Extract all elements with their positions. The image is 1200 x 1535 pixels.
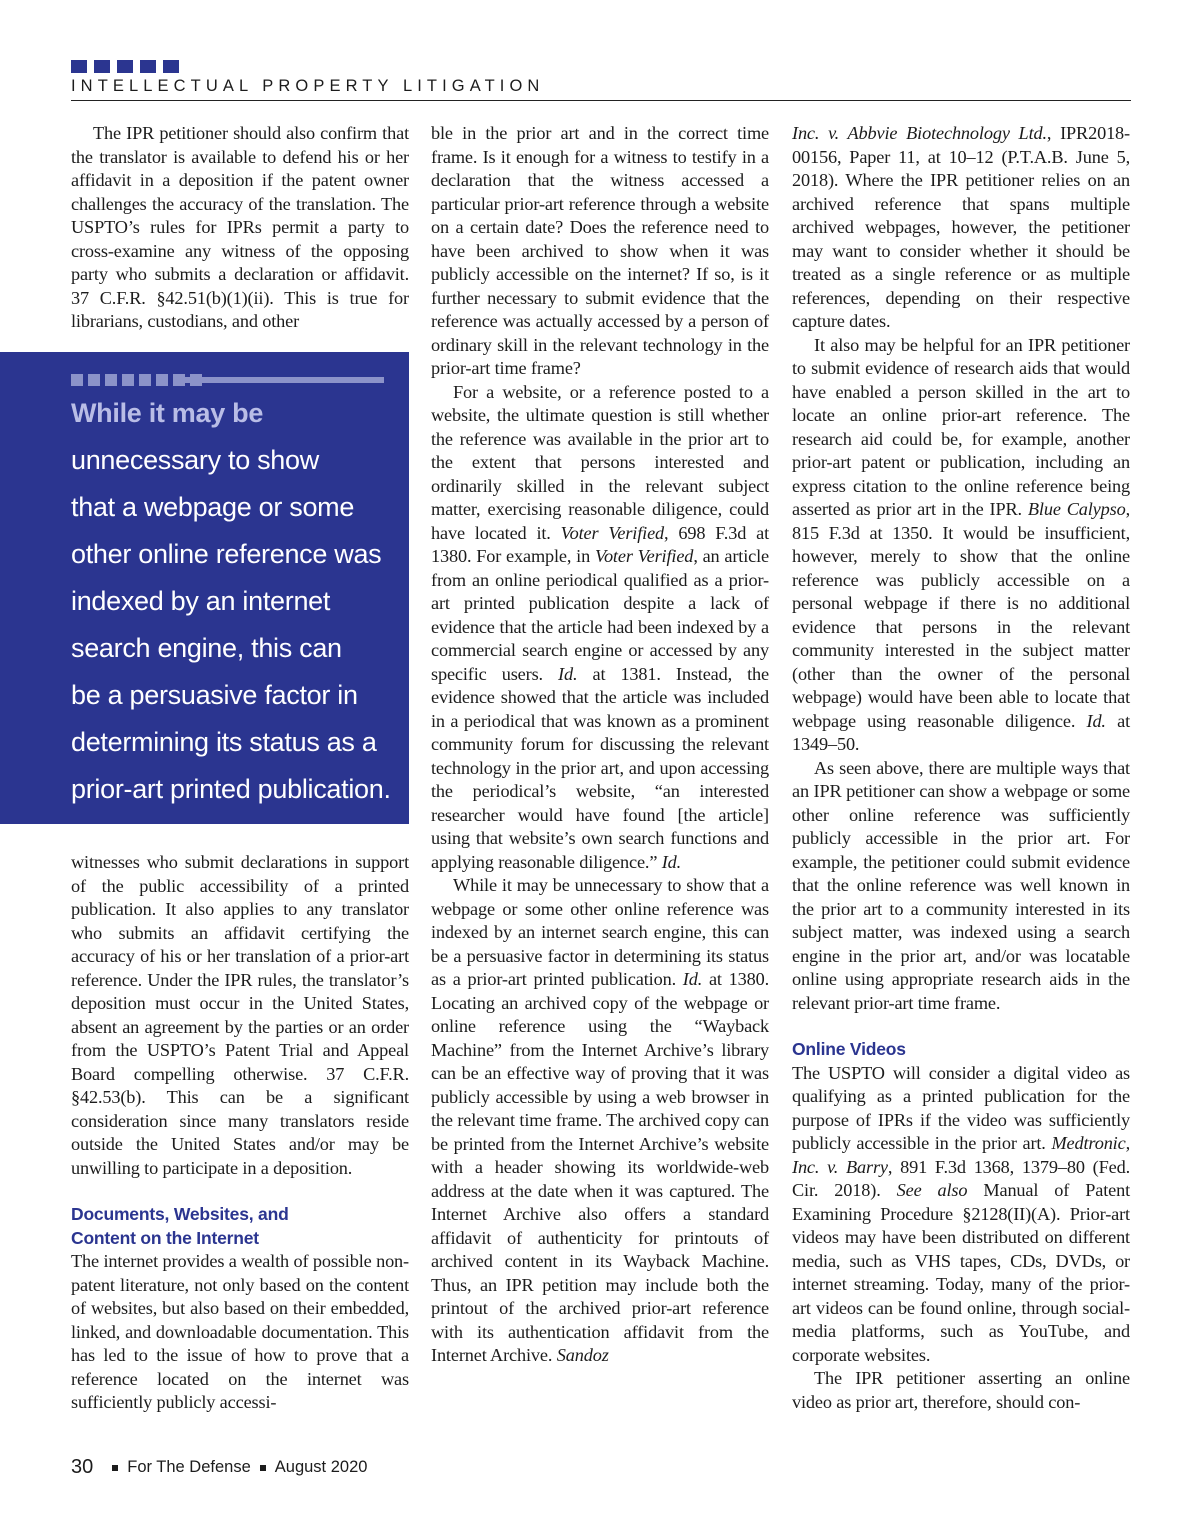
- text-run: Manual of Patent Examining Procedure §2128(II)(A). Prior-art videos may have been distributed on different media, such as VHS tapes, CDs, DVDs, or internet streaming. Today, many of the prior-art videos can be found online, through social-media platforms, such as YouTube, and corporate websites.: [792, 1180, 1131, 1365]
- publication-title: For The Defense: [127, 1458, 251, 1476]
- header-square: [117, 60, 133, 73]
- header-squares-decoration: [71, 60, 179, 73]
- pull-quote-square: [156, 374, 168, 386]
- case-citation: Inc. v. Abbvie Biotechnology Ltd.: [792, 123, 1047, 143]
- body-paragraph: [792, 122, 1130, 334]
- text-run: , an article from an online periodical qualified as a prior-art printed publication despite a lack of evidence that the article had been indexed by a commercial search engine or accessed by any specific users.: [431, 546, 770, 684]
- header-square: [71, 60, 87, 73]
- pull-quote-line: be a persuasive factor in: [71, 680, 358, 710]
- id-citation: Id.: [558, 663, 578, 684]
- section-heading: [71, 1203, 409, 1250]
- footer-separator: [112, 1465, 118, 1471]
- text-run: While it may be unnecessary to show that a webpage or some other online reference was indexed by an internet search engine, this can be a persuasive factor in determining its status as a prior-art printed publication.: [431, 875, 769, 989]
- header-square: [94, 60, 110, 73]
- text-run: , 891 F.3d 1368, 1379–80 (Fed. Cir. 2018).: [792, 1156, 1130, 1200]
- id-citation: Id.: [1086, 710, 1106, 731]
- pull-quote-line: unnecessary to show: [71, 445, 319, 475]
- pull-quote-line: prior-art printed publication.: [71, 774, 391, 804]
- column-1-bottom: [71, 851, 409, 1415]
- body-paragraph: As seen above, there are multiple ways that an IPR petitioner can show a webpage or some other online reference was sufficiently publicly accessible in the prior art. For example, the petitioner could submit evidence that the online reference was well known in the prior art to a community interested in its subject matter, was indexed using a search engine in the prior art, and/or was locatable online using appropriate research aids in the relevant prior-art time frame.: [792, 757, 1130, 1013]
- case-citation: Voter Verified: [560, 522, 665, 543]
- case-citation: Voter Verified: [594, 546, 694, 566]
- text-run: , IPR2018-00156, Paper 11, at 10–12 (P.T.A.B. June 5, 2018). Where the IPR petitioner relies on an archived reference that spans multiple archived webpages, however, the petitioner may want to consider whether it should be treated as a single reference or as multiple references, depending on their respective capture dates.: [792, 123, 1130, 331]
- body-paragraph: The internet provides a wealth of possible non-patent literature, not only based on the content of websites, but also based on their embedded, linked, and downloadable documentation. This has led to the issue of how to prove that a reference located on the internet was sufficiently publicly accessi-: [71, 1251, 409, 1412]
- body-paragraph: [431, 874, 769, 1368]
- body-paragraph: [792, 1062, 1130, 1368]
- see-also-signal: See also: [896, 1180, 968, 1200]
- pull-quote-square: [122, 374, 134, 386]
- pull-quote-line: that a webpage or some: [71, 492, 355, 522]
- column-1-top: [71, 122, 409, 334]
- pull-quote-square: [71, 374, 83, 386]
- pull-quote-square: [139, 374, 151, 386]
- text-run: at 1380. Locating an archived copy of the webpage or online reference using the “Wayback Machine” from the Internet Archive’s library can be an effective way of proving that it was publicly accessible by using a web browser in the relevant time frame. The archived copy can be printed from the Internet Archive’s website with a header showing its worldwide-web address at the date when it was captured. The Internet Archive also offers a standard affidavit of authenticity for printouts of archived content in its Wayback Machine. Thus, an IPR petition may include both the printout of the archived prior-art reference with its authentication affidavit from the Internet Archive.: [431, 969, 770, 1365]
- text-run: It also may be helpful for an IPR petitioner to submit evidence of research aids that would have enabled a person skilled in the art to locate an online prior-art reference. The research aid could be, for example, another prior-art patent or publication, including an express citation to the online reference being asserted as prior art in the IPR.: [792, 334, 1130, 519]
- case-citation: Medtronic, Inc. v. Barry: [792, 1133, 1130, 1177]
- case-citation: Sandoz: [556, 1345, 609, 1365]
- text-run: For a website, or a reference posted to a website, the ultimate question is still whether the reference was available in the prior art to the extent that persons interested and ordinarily skilled in the relevant subject matter, exercising reasonable diligence, could have located it.: [431, 381, 769, 543]
- text-run: at 1349–50.: [792, 710, 1131, 754]
- pull-quote: [0, 352, 409, 824]
- section-heading-line: Content on the Internet: [71, 1227, 259, 1248]
- text-run: , 815 F.3d at 1350. It would be insufficient, however, merely to show that the online reference was publicly accessible on a personal webpage if there is no additional evidence that persons in the relevant community interested in the subject matter (other than the owner of the personal webpage) would have been able to locate that webpage using reasonable diligence.: [792, 499, 1131, 731]
- pull-quote-rule: [185, 377, 384, 383]
- body-paragraph: [431, 381, 769, 875]
- text-run: at 1381. Instead, the evidence showed that the article was included in a periodical that was known as a prominent community forum for discussing the relevant technology in the prior art, and upon accessing the periodical’s website, “an interested researcher would have found [the article] using that website’s own search functions and applying reasonable diligence.”: [431, 663, 770, 872]
- pull-quote-line: other online reference was: [71, 539, 382, 569]
- section-title: INTELLECTUAL PROPERTY LITIGATION: [71, 77, 545, 95]
- text-run: , 698 F.3d at 1380. For example, in: [431, 522, 769, 566]
- id-citation: Id.: [682, 969, 703, 989]
- body-paragraph: witnesses who submit declarations in support of the public accessibility of a printed publication. It also applies to any translator who submits an affidavit certifying the accuracy of his or her translation of a prior-art reference. Under the IPR rules, the translator’s deposition must occur in the United States, absent an agreement by the parties or an order from the USPTO’s Patent Trial and Appeal Board compelling otherwise. 37 C.F.R. §42.53(b). This can be a significant consideration since many translators reside outside the United States and/or may be unwilling to participate in a deposition.: [71, 852, 409, 1178]
- footer-separator: [260, 1465, 266, 1471]
- pull-quote-line: determining its status as a: [71, 727, 377, 757]
- issue-date: August 2020: [274, 1458, 368, 1476]
- body-paragraph: [792, 334, 1130, 757]
- pull-quote-line: While it may be: [71, 398, 264, 428]
- section-heading-line: Documents, Websites, and: [71, 1204, 289, 1224]
- section-heading: Online Videos: [792, 1039, 906, 1059]
- header-rule: [71, 100, 1131, 101]
- pull-quote-squares-decoration: [71, 374, 202, 386]
- pull-quote-line: indexed by an internet: [71, 586, 331, 616]
- text-run: The USPTO will consider a digital video as qualifying as a printed publication for the purpose of IPRs if the video was sufficiently publicly accessible in the prior art.: [792, 1062, 1130, 1153]
- pull-quote-line: search engine, this can: [71, 633, 342, 663]
- header-square: [140, 60, 156, 73]
- body-paragraph: The IPR petitioner asserting an online video as prior art, therefore, should con-: [792, 1368, 1130, 1412]
- pull-quote-square: [88, 374, 100, 386]
- pull-quote-square: [173, 374, 185, 386]
- header-square: [163, 60, 179, 73]
- pull-quote-text: [71, 390, 401, 813]
- id-citation: Id.: [661, 851, 682, 872]
- pull-quote-square: [105, 374, 117, 386]
- case-citation: Blue Calypso: [1027, 499, 1126, 519]
- column-2: [431, 122, 769, 1368]
- page-footer: [71, 1456, 367, 1479]
- body-paragraph: The IPR petitioner should also confirm that the translator is available to defend his or her affidavit in a deposition if the patent owner challenges the accuracy of the translation. The USPTO’s rules for IPRs permit a party to cross-examine any witness of the opposing party who submits a declaration or affidavit. 37 C.F.R. §42.51(b)(1)(ii). This is true for librarians, custodians, and other: [71, 123, 409, 331]
- body-paragraph: ble in the prior art and in the correct time frame. Is it enough for a witness to testify in a declaration that the witness accessed a particular prior-art reference through a website on a certain date? Does the reference need to have been archived to show when it was publicly accessible on the internet? If so, is it further necessary to submit evidence that the reference was actually accessed by a person of ordinary skill in the relevant technology in the prior-art time frame?: [431, 123, 769, 378]
- page-number: 30: [71, 1456, 94, 1478]
- column-3: [792, 122, 1130, 1414]
